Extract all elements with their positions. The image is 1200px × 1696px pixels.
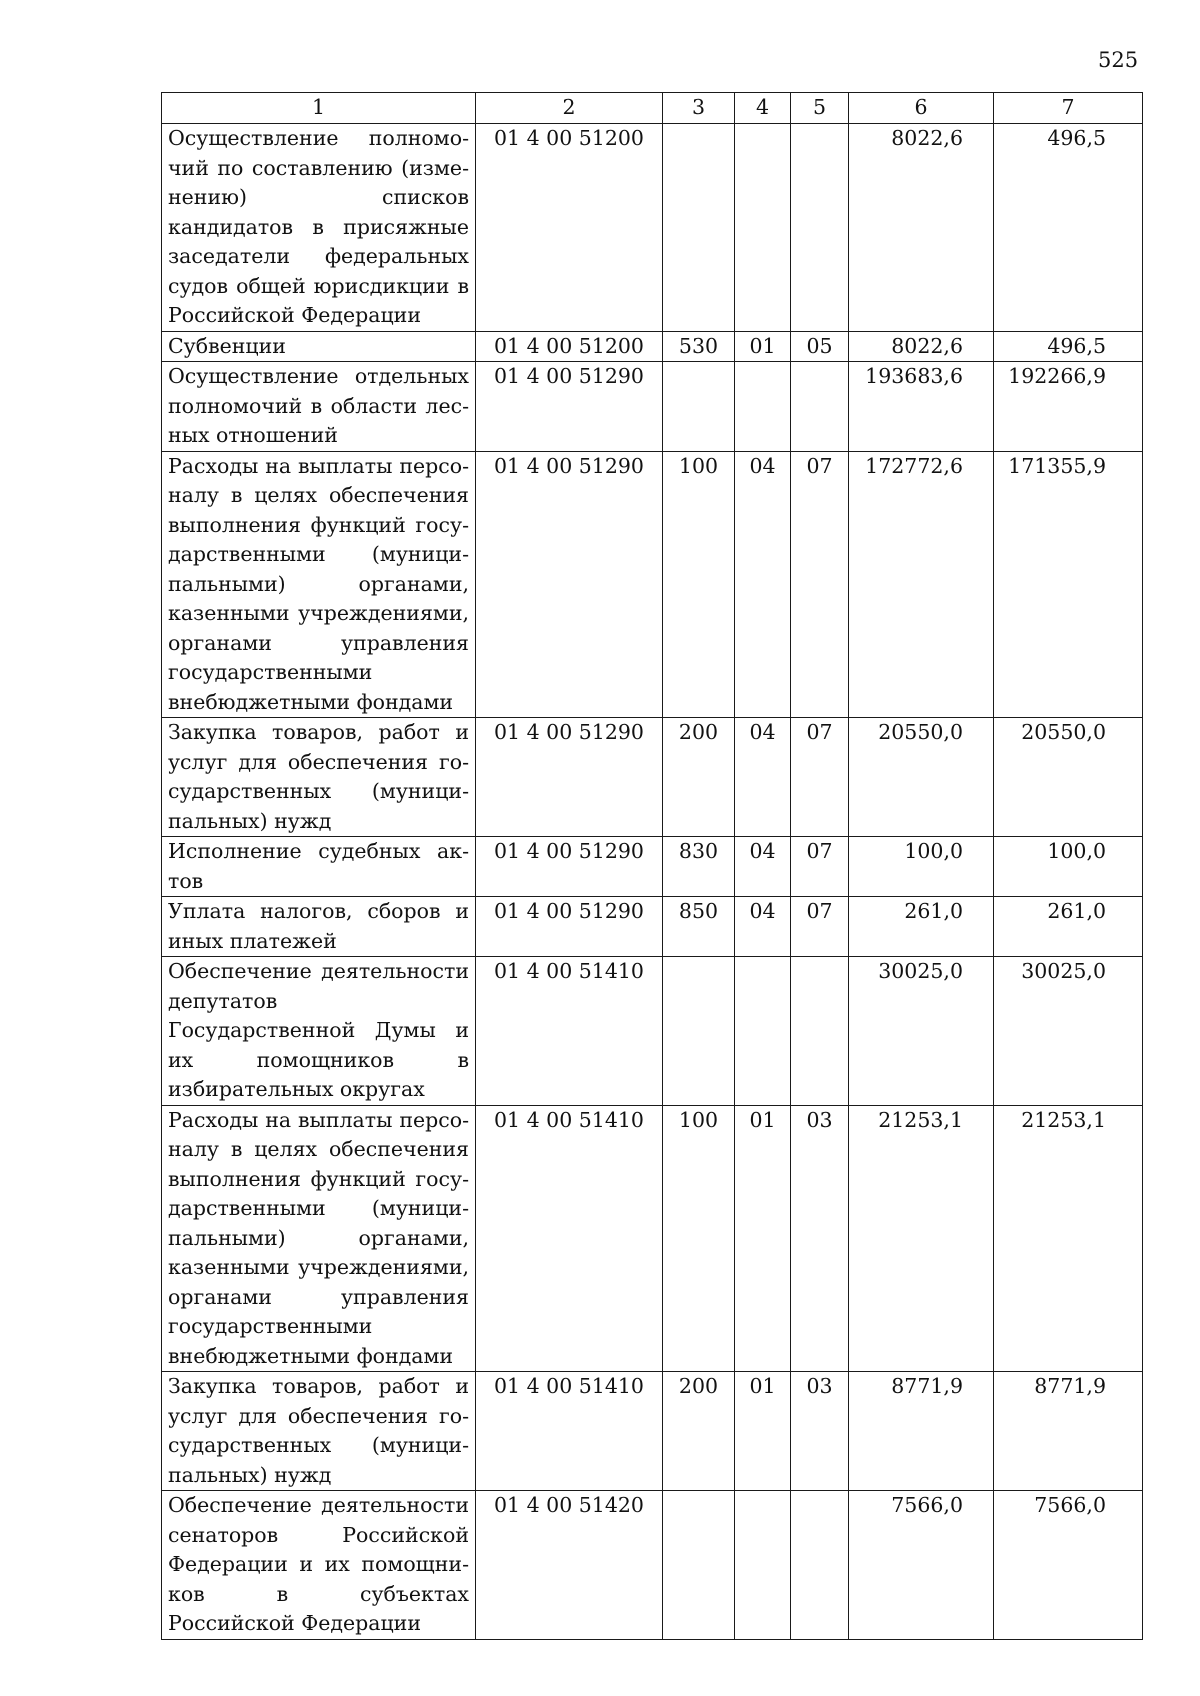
row-col5 [791, 124, 849, 332]
row-col5: 07 [791, 451, 849, 718]
column-header-3: 3 [663, 93, 735, 124]
row-col4 [735, 957, 791, 1106]
row-code: 01 4 00 51410 [476, 957, 663, 1106]
row-name: Закупка товаров, работ и услуг для обеспечения государственных (муниципальных) нужд [162, 718, 476, 837]
row-value-7: 30025,0 [994, 957, 1143, 1106]
row-col4: 01 [735, 1105, 791, 1372]
row-value-7: 192266,9 [994, 362, 1143, 452]
row-value-6: 21253,1 [849, 1105, 994, 1372]
row-code: 01 4 00 51410 [476, 1105, 663, 1372]
table-row [162, 451, 1143, 718]
row-col4 [735, 1491, 791, 1640]
row-value-6: 7566,0 [849, 1491, 994, 1640]
row-value-6: 8022,6 [849, 331, 994, 362]
table-row [162, 1491, 1143, 1640]
row-value-7: 171355,9 [994, 451, 1143, 718]
row-col3: 200 [663, 1372, 735, 1491]
row-name: Закупка товаров, работ и услуг для обеспечения государственных (муниципальных) нужд [162, 1372, 476, 1491]
row-value-7: 21253,1 [994, 1105, 1143, 1372]
table-row [162, 1105, 1143, 1372]
table-row [162, 837, 1143, 897]
row-col4: 04 [735, 718, 791, 837]
row-code: 01 4 00 51290 [476, 718, 663, 837]
row-code: 01 4 00 51410 [476, 1372, 663, 1491]
row-code: 01 4 00 51290 [476, 362, 663, 452]
column-header-6: 6 [849, 93, 994, 124]
table-row [162, 957, 1143, 1106]
column-header-1: 1 [162, 93, 476, 124]
table-row [162, 362, 1143, 452]
row-value-6: 20550,0 [849, 718, 994, 837]
row-value-6: 8771,9 [849, 1372, 994, 1491]
row-col4 [735, 124, 791, 332]
budget-table [161, 92, 1143, 1640]
row-col3 [663, 957, 735, 1106]
table-row [162, 718, 1143, 837]
header-row [162, 93, 1143, 124]
row-name: Расходы на выплаты персоналу в целях обеспечения выполнения функций государственными (муниципальными) органами, казенными учреждениями, органами управления государственными внебюджетными фондами [162, 451, 476, 718]
row-value-6: 261,0 [849, 897, 994, 957]
row-name: Субвенции [162, 331, 476, 362]
row-value-6: 100,0 [849, 837, 994, 897]
row-col3 [663, 362, 735, 452]
row-col4: 01 [735, 1372, 791, 1491]
row-col4 [735, 362, 791, 452]
row-col5: 07 [791, 897, 849, 957]
row-col5: 07 [791, 718, 849, 837]
row-value-7: 7566,0 [994, 1491, 1143, 1640]
column-header-4: 4 [735, 93, 791, 124]
row-col3 [663, 124, 735, 332]
row-name: Уплата налогов, сборов и иных платежей [162, 897, 476, 957]
row-col5: 03 [791, 1372, 849, 1491]
row-value-7: 261,0 [994, 897, 1143, 957]
row-code: 01 4 00 51290 [476, 897, 663, 957]
row-value-7: 8771,9 [994, 1372, 1143, 1491]
row-value-7: 20550,0 [994, 718, 1143, 837]
row-col4: 04 [735, 897, 791, 957]
row-code: 01 4 00 51200 [476, 331, 663, 362]
row-col5 [791, 1491, 849, 1640]
row-col3: 530 [663, 331, 735, 362]
column-header-2: 2 [476, 93, 663, 124]
table-row [162, 1372, 1143, 1491]
table-row [162, 124, 1143, 332]
row-col3: 830 [663, 837, 735, 897]
row-value-6: 8022,6 [849, 124, 994, 332]
row-value-6: 193683,6 [849, 362, 994, 452]
row-name: Расходы на выплаты персоналу в целях обеспечения выполнения функций государственными (муниципальными) органами, казенными учреждениями, органами управления государственными внебюджетными фондами [162, 1105, 476, 1372]
table-row [162, 897, 1143, 957]
row-col5: 07 [791, 837, 849, 897]
table-row [162, 331, 1143, 362]
row-col5 [791, 362, 849, 452]
column-header-7: 7 [994, 93, 1143, 124]
column-header-5: 5 [791, 93, 849, 124]
row-col3: 100 [663, 1105, 735, 1372]
page-number: 525 [1098, 48, 1139, 72]
row-name: Исполнение судебных актов [162, 837, 476, 897]
row-value-6: 30025,0 [849, 957, 994, 1106]
row-col4: 04 [735, 451, 791, 718]
row-name: Обеспечение деятельности сенаторов Российской Федерации и их помощников в субъектах Российской Федерации [162, 1491, 476, 1640]
row-name: Осуществление отдельных полномочий в области лесных отношений [162, 362, 476, 452]
row-code: 01 4 00 51290 [476, 451, 663, 718]
row-value-6: 172772,6 [849, 451, 994, 718]
row-code: 01 4 00 51200 [476, 124, 663, 332]
row-col4: 04 [735, 837, 791, 897]
row-name: Обеспечение деятельности депутатов Государственной Думы и их помощников в избирательных округах [162, 957, 476, 1106]
row-col4: 01 [735, 331, 791, 362]
row-col3: 100 [663, 451, 735, 718]
row-name: Осуществление полномочий по составлению (изменению) списков кандидатов в присяжные заседатели федеральных судов общей юрисдикции в Российской Федерации [162, 124, 476, 332]
row-value-7: 100,0 [994, 837, 1143, 897]
row-col3 [663, 1491, 735, 1640]
row-col3: 850 [663, 897, 735, 957]
row-col5: 05 [791, 331, 849, 362]
row-value-7: 496,5 [994, 124, 1143, 332]
row-code: 01 4 00 51420 [476, 1491, 663, 1640]
row-code: 01 4 00 51290 [476, 837, 663, 897]
row-value-7: 496,5 [994, 331, 1143, 362]
row-col3: 200 [663, 718, 735, 837]
row-col5: 03 [791, 1105, 849, 1372]
row-col5 [791, 957, 849, 1106]
